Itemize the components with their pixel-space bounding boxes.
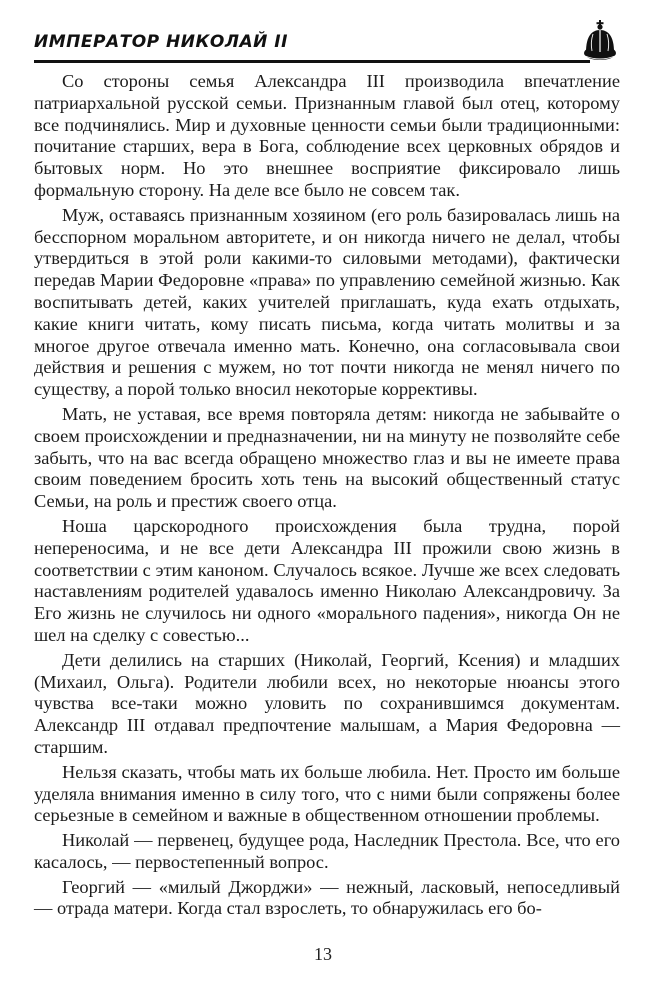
- running-header: [34, 20, 620, 66]
- body-text: [34, 71, 620, 920]
- header-rule: [34, 60, 590, 63]
- paragraph: Ноша царскородного происхождения была трудна, порой непереносима, и не все дети Александра III прожили свою жизнь в соответствии с этим каноном. Случалось всякое. Лучше же всех следовать наставлениям родителей удавалось именно Николаю Александровичу. За Его жизнь не случилось ни одного «морального падения», никогда Он не шел на сделку с совестью...: [34, 515, 620, 645]
- paragraph: Муж, оставаясь признанным хозяином (его роль базировалась лишь на бесспорном моральном авторитете, и он никогда ничего не делал, чтобы утвердиться в этой роли какими-то силовыми методами), фактически передав Марии Федоровне «права» по управлению семейной жизнью. Как воспитывать детей, каких учителей приглашать, куда ехать отдыхать, какие книги читать, кому писать письма, когда читать молитвы и за многое другое отвечала именно мать. Конечно, она согласовывала свои действия и решения с мужем, но тот почти никогда не менял ничего по существу, а порой только вносил некоторые коррективы.: [34, 204, 620, 400]
- paragraph: Николай — первенец, будущее рода, Наследник Престола. Все, что его касалось, — первостепенный вопрос.: [34, 830, 620, 872]
- page-number: 13: [314, 944, 332, 964]
- crown-icon: [580, 20, 620, 64]
- paragraph: Георгий — «милый Джорджи» — нежный, ласковый, непоседливый — отрада матери. Когда стал взрослеть, то обнаружилась его бо-: [34, 876, 620, 919]
- paragraph: Со стороны семья Александра III производила впечатление патриархальной русской семьи. Признанным главой был отец, которому все подчинялись. Мир и духовные ценности семьи были традиционными: почитание старших, вера в Бога, соблюдение всех церковных обрядов и бытовых норм. Но это внешнее восприятие фиксировало лишь формальную сторону. На деле все было не совсем так.: [34, 71, 620, 200]
- paragraph: Дети делились на старших (Николай, Георгий, Ксения) и младших (Михаил, Ольга). Родители любили всех, но некоторые нюансы этого чувства все-таки можно уловить по сохранившимся документам. Александр III отдавал предпочтение малышам, а Мария Федоровна — старшим.: [34, 649, 620, 757]
- paragraph: Нельзя сказать, чтобы мать их больше любила. Нет. Просто им больше уделяла внимания именно в силу того, что с ними были сопряжены более серьезные в семейном и важные в общественном отношении проблемы.: [34, 761, 620, 826]
- paragraph: Мать, не уставая, все время повторяла детям: никогда не забывайте о своем происхождении и предназначении, ни на минуту не позволяйте себе забыть, что на вас всегда обращено множество глаз и вы не имеете права своим поведением бросить хоть тень на высокий общественный статус Семьи, на роль и престиж своего отца.: [34, 403, 620, 512]
- running-header-title: ИМПЕРАТОР НИКОЛАЙ II: [34, 32, 288, 52]
